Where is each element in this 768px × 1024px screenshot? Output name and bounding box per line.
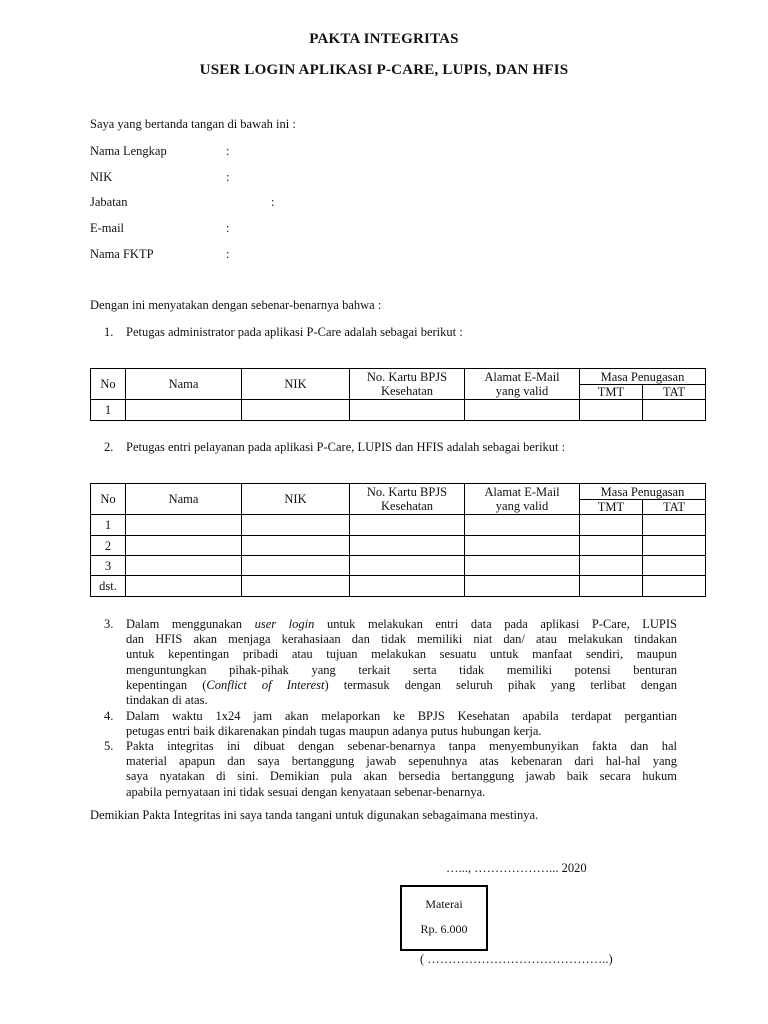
field-label-jabatan: Jabatan — [90, 195, 128, 209]
item-3-line: dan HFIS akan menjaga kerahasiaan dan tidak memiliki niat dan/ atau melakukan tindakan — [126, 632, 677, 647]
cell-email — [465, 556, 580, 576]
entry-staff-table — [90, 483, 706, 597]
signature-line: ( ……………………………………..) — [420, 952, 613, 966]
cell-tat — [643, 536, 706, 556]
header-tmt: TMT — [580, 385, 643, 400]
cell-email — [465, 536, 580, 556]
document-subtitle: USER LOGIN APLIKASI P-CARE, LUPIS, DAN HFIS — [199, 62, 569, 78]
header-tat: TAT — [643, 500, 706, 515]
field-colon: : — [271, 195, 275, 209]
header-email-line2: yang valid — [495, 384, 549, 398]
item-4-line: petugas entri baik dikarenakan pindah tugas maupun adanya putus hubungan kerja. — [126, 724, 542, 739]
cell-nama — [126, 515, 242, 536]
field-colon: : — [226, 247, 230, 261]
cell-nik — [242, 556, 350, 576]
cell-email — [465, 515, 580, 536]
field-label-nama-lengkap: Nama Lengkap — [90, 144, 167, 158]
closing-text: Demikian Pakta Integritas ini saya tanda tangani untuk digunakan sebagaimana mestinya. — [90, 808, 539, 822]
item-4-line: Dalam waktu 1x24 jam akan melaporkan ke BPJS Kesehatan apabila terdapat pergantian — [126, 709, 677, 723]
cell-tmt — [580, 576, 643, 597]
header-kartu-bpjs — [350, 369, 465, 400]
cell-tmt — [580, 556, 643, 576]
item-number: 5. — [104, 739, 114, 753]
cell-tmt — [580, 515, 643, 536]
cell-nama — [126, 576, 242, 597]
header-kartu-line1: No. Kartu BPJS — [366, 370, 448, 384]
item-number: 3. — [104, 617, 114, 631]
item-3-line — [126, 678, 677, 693]
header-email-line1: Alamat E-Mail — [484, 485, 560, 499]
item-1-text: Petugas administrator pada aplikasi P-Care adalah sebagai berikut : — [126, 325, 463, 339]
item-5-line: apabila pernyataan ini tidak sesuai dengan kenyataan sebenar-benarnya. — [126, 784, 486, 799]
admin-table — [90, 368, 706, 421]
cell-nik — [242, 400, 350, 421]
cell-tmt — [580, 536, 643, 556]
table-row — [91, 515, 706, 536]
cell-kartu — [350, 556, 465, 576]
row-number: 1 — [91, 400, 126, 421]
item-number: 4. — [104, 709, 114, 723]
field-colon: : — [226, 221, 230, 235]
cell-email — [465, 400, 580, 421]
stamp-value: Rp. 6.000 — [420, 922, 468, 936]
row-number: dst. — [91, 576, 126, 597]
statement-text: Dengan ini menyatakan dengan sebenar-benarnya bahwa : — [90, 298, 382, 312]
item-3-emphasis: Conflict of Interest — [206, 677, 325, 692]
header-email — [465, 369, 580, 400]
row-number: 1 — [91, 515, 126, 536]
cell-nama — [126, 556, 242, 576]
item-3-paragraph — [126, 617, 677, 708]
header-email — [465, 484, 580, 515]
cell-nik — [242, 576, 350, 597]
table-row — [91, 400, 706, 421]
table-row — [91, 576, 706, 597]
materai-stamp-box — [400, 885, 488, 951]
cell-nama — [126, 536, 242, 556]
header-tmt: TMT — [580, 500, 643, 515]
item-5-line: saya nyatakan di sini. Demikian pula akan bersedia bertanggung jawab baik secara hukum — [126, 769, 677, 784]
item-5-line: Pakta integritas ini dibuat dengan sebenar-benarnya tanpa menyembunyikan fakta dan hal — [126, 739, 677, 753]
document-title: PAKTA INTEGRITAS — [309, 31, 459, 47]
header-email-line2: yang valid — [495, 499, 549, 513]
cell-tat — [643, 515, 706, 536]
cell-kartu — [350, 400, 465, 421]
cell-tat — [643, 576, 706, 597]
header-email-line1: Alamat E-Mail — [484, 370, 560, 384]
item-3-text: kepentingan ( — [126, 677, 207, 692]
cell-tat — [643, 400, 706, 421]
cell-kartu — [350, 536, 465, 556]
table-row — [91, 556, 706, 576]
item-3-text: ) termasuk dengan seluruh pihak yang terlibat dengan — [324, 677, 677, 692]
item-4-paragraph — [126, 709, 677, 739]
item-3-line: menguntungkan pihak-pihak yang terkait serta tidak memiliki potensi benturan — [126, 662, 677, 677]
header-kartu-line2: Kesehatan — [380, 384, 434, 398]
header-no: No — [91, 369, 126, 400]
intro-text: Saya yang bertanda tangan di bawah ini : — [90, 117, 296, 131]
item-3-line: tindakan di atas. — [126, 693, 208, 708]
header-nama: Nama — [126, 484, 242, 515]
item-number: 1. — [104, 325, 114, 339]
cell-nik — [242, 515, 350, 536]
field-label-nik: NIK — [90, 170, 113, 184]
cell-email — [465, 576, 580, 597]
item-5-paragraph — [126, 739, 677, 800]
stamp-label: Materai — [425, 897, 463, 911]
field-colon: : — [226, 144, 230, 158]
item-3-text: Dalam menggunakan — [126, 617, 255, 631]
cell-tat — [643, 556, 706, 576]
header-nama: Nama — [126, 369, 242, 400]
field-colon: : — [226, 170, 230, 184]
table-row — [91, 536, 706, 556]
header-nik: NIK — [242, 369, 350, 400]
cell-kartu — [350, 576, 465, 597]
date-line: …..., ………………... 2020 — [446, 861, 587, 875]
item-3-emphasis: user login — [254, 617, 315, 631]
cell-kartu — [350, 515, 465, 536]
header-masa-penugasan: Masa Penugasan — [580, 369, 706, 385]
cell-nik — [242, 536, 350, 556]
cell-tmt — [580, 400, 643, 421]
item-3-line — [126, 617, 677, 632]
row-number: 2 — [91, 536, 126, 556]
field-label-email: E-mail — [90, 221, 125, 235]
header-tat: TAT — [643, 385, 706, 400]
row-number: 3 — [91, 556, 126, 576]
header-kartu-line2: Kesehatan — [380, 499, 434, 513]
header-no: No — [91, 484, 126, 515]
cell-nama — [126, 400, 242, 421]
header-nik: NIK — [242, 484, 350, 515]
item-5-line: material apapun dan saya bertanggung jawab sepenuhnya atas kebenaran dari hal-hal yang — [126, 754, 677, 769]
header-masa-penugasan: Masa Penugasan — [580, 484, 706, 500]
item-2-text: Petugas entri pelayanan pada aplikasi P-Care, LUPIS dan HFIS adalah sebagai berikut : — [126, 440, 566, 454]
item-3-line: untuk kepentingan pribadi atau tujuan melakukan sesuatu untuk manfaat sendiri, maupun — [126, 647, 677, 662]
header-kartu-line1: No. Kartu BPJS — [366, 485, 448, 499]
header-kartu-bpjs — [350, 484, 465, 515]
item-number: 2. — [104, 440, 114, 454]
field-label-nama-fktp: Nama FKTP — [90, 247, 154, 261]
item-3-text: untuk melakukan entri data pada aplikasi P-Care, LUPIS — [314, 617, 677, 631]
